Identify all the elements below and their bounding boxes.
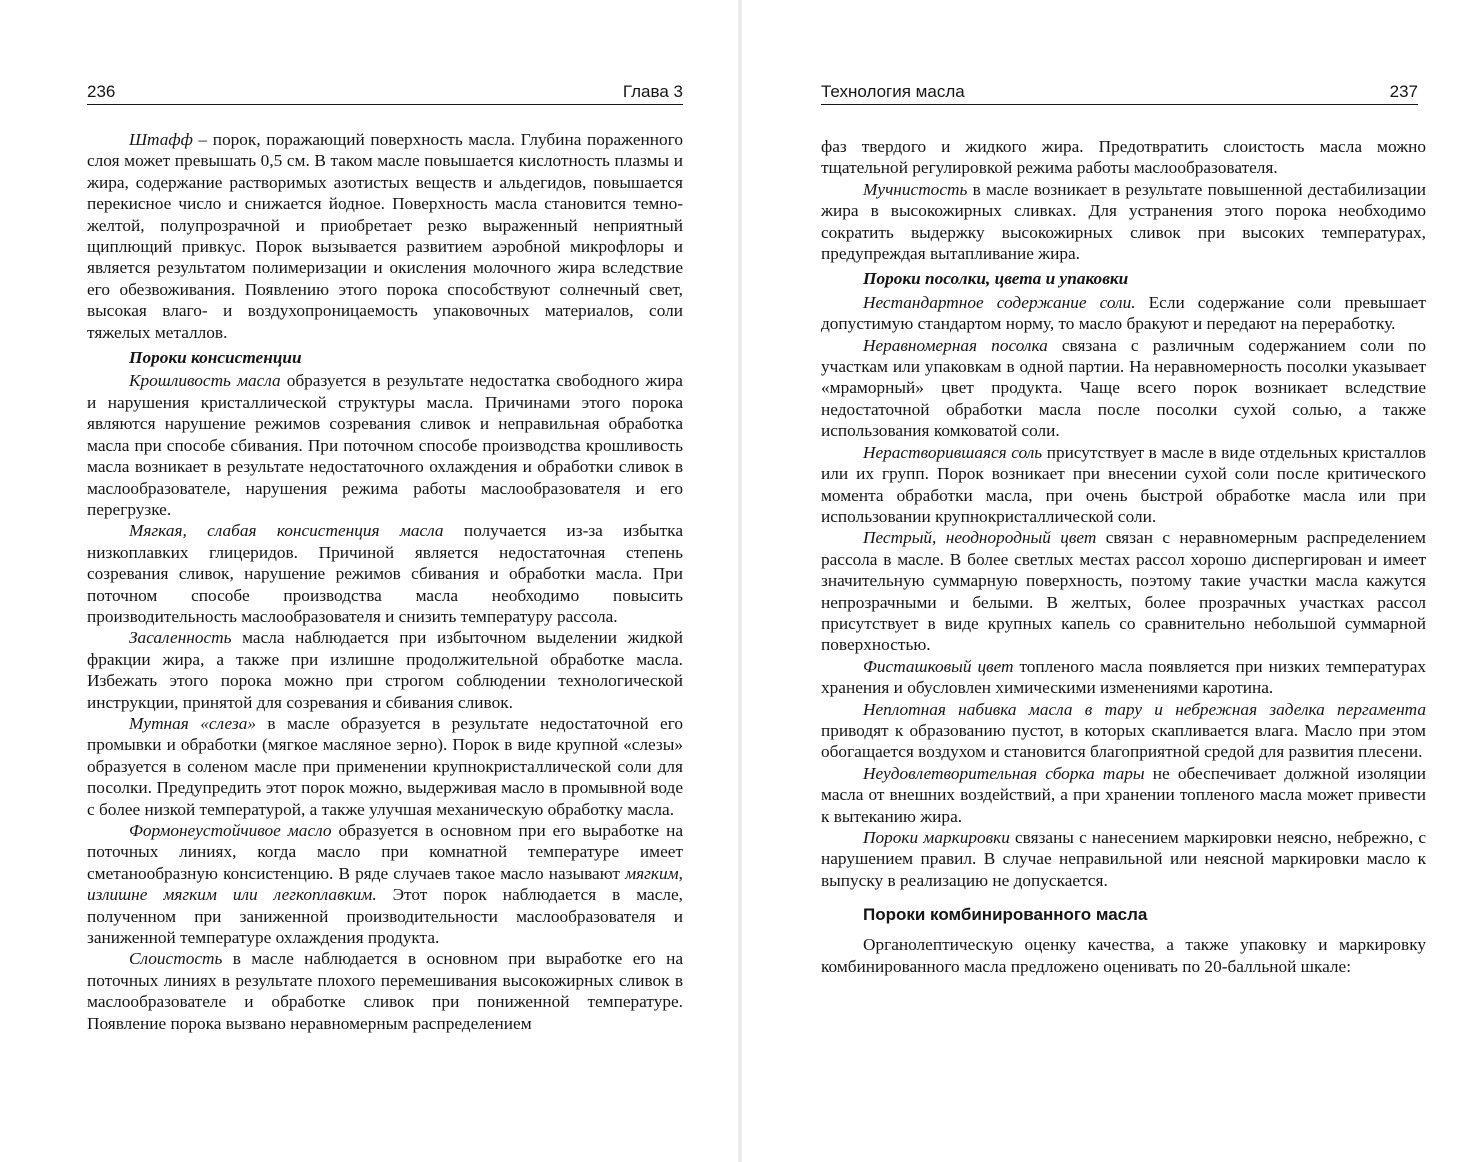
paragraph-text: связаны с нанесением маркировки неясно, небрежно, с нарушением правил. В случае неправильной или неясной маркировки масло к выпуску в реализацию не допускается. [821, 828, 1426, 890]
paragraph-mutnaya-sleza [87, 713, 683, 820]
paragraph-text: Этот порок наблюдается в масле, полученном при заниженной производительности маслообразователя и заниженной температуре охлаждения продукта. [87, 885, 683, 948]
right-page [740, 0, 1480, 1162]
paragraph-shtaff [87, 129, 683, 343]
paragraph-nestandartnoe [821, 292, 1426, 335]
paragraph-neravnomernaya [821, 335, 1426, 442]
paragraph-text: в масле образуется в результате недостаточной его промывки и обработки (мягкое масляное зерно). Порок в виде крупной «слезы» образуется в соленом масле при применении крупнокристаллической соли для посолки. Предупредить этот порок можно, выдерживая масло в промывной воде с более низкой температурой, а также улучшая механическую обработку масла. [87, 713, 683, 819]
paragraph-muchnistost [821, 179, 1426, 265]
paragraph-myagkaya [87, 520, 683, 627]
paragraph-text: присутствует в масле в виде отдельных кристаллов или их групп. Порок возникает при внесении сухой соли после критического момента обработки масла, при очень быстрой обработке масла или при использовании крупнокристаллической соли. [821, 442, 1426, 526]
paragraph-formoneustoichivoe [87, 820, 683, 948]
emphasis: мягким, излишне мягким или легкоплавким. [87, 863, 683, 905]
page-number: 236 [87, 82, 116, 101]
term: Нестандартное содержание соли. [863, 292, 1136, 312]
right-page-body [821, 136, 1426, 977]
term: Мучнистость [863, 179, 968, 199]
paragraph-text: не обеспечивает должной изоляции масла от внешних воздействий, а при хранении топленого масла может привести к вытеканию жира. [821, 763, 1426, 826]
subheading-consistency: Пороки консистенции [129, 348, 302, 368]
term: Мягкая, слабая консистенция масла [129, 521, 444, 541]
subheading-salting: Пороки посолки, цвета и упаковки [863, 269, 1129, 289]
left-page-header [87, 78, 683, 104]
paragraph-text: образуется в результате недостатка свободного жира и нарушения кристаллической структуры масла. Причинами этого порока являются нарушение режимов созревания сливок и неправильная обработка масла при способе сбивания. При поточном способе производства крошливость масла возникает в результате недостаточного охлаждения и обработки сливок в маслообразователе, нарушения режима работы маслообразователя и его перегрузке. [87, 371, 683, 519]
paragraph-text: связана с различным содержанием соли по участкам или упаковкам в одной партии. На неравномерность посолки указывает «мраморный» цвет продукта. Чаще всего порок возникает вследствие недостаточной обработки масла после посолки сухой солью, а также использования комковатой соли. [821, 335, 1426, 441]
header-rule [821, 104, 1418, 105]
term: Неплотная набивка масла в тару и небрежная заделка пергамента [863, 699, 1426, 719]
paragraph-text: Если содержание соли превышает допустимую стандартом норму, то масло бракуют и передают на переработку. [821, 292, 1426, 334]
term: Нерастворившаяся соль [863, 442, 1043, 462]
paragraph-text: образуется в основном при его выработке на поточных линиях, когда масло при комнатной температуре имеет сметанообразную консистенцию. В ряде случаев такое масло называют [87, 821, 683, 883]
page-number: 237 [1389, 82, 1418, 101]
paragraph-text: приводят к образованию пустот, в которых скапливается влага. Масло при этом обогащается воздухом и становится благоприятной средой для развития плесени. [821, 720, 1426, 762]
section-heading: Пороки комбинированного масла [863, 905, 1148, 925]
term: Неудовлетворительная сборка тары [863, 763, 1145, 783]
paragraph-text: получается из-за избытка низкоплавких глицеридов. Причиной является недостаточная степень созревания сливок, нарушение режимов сбивания и обработки масла. При поточном способе производства масла необходимо повысить производительность маслообразователя и снизить температуру рассола. [87, 521, 683, 626]
paragraph-text: связан с неравномерным распределением рассола в масле. В более светлых местах рассол хорошо диспергирован и имеет значительную суммарную поверхность, поэтому такие участки масла кажутся непрозрачными и белыми. В желтых, более прозрачных участках рассол присутствует в виде крупных капель со сравнительно небольшой суммарной поверхностью. [821, 528, 1426, 655]
term: Пестрый, неоднородный цвет [863, 528, 1097, 548]
paragraph-text: – порок, поражающий поверхность масла. Глубина пораженного слоя может превышать 0,5 см. В таком масле повышается кислотность плазмы и жира, содержание растворимых азотистых веществ и альдегидов, повышается перекисное число и снижается йодное. Поверхность масла становится темно-желтой, полупрозрачной и приобретает резко выраженный неприятный щиплющий привкус. Порок вызывается развитием аэробной микрофлоры и является результатом полимеризации и окисления молочного жира вследствие его обезвоживания. Появлению этого порока способствуют солнечный свет, высокая влаго- и воздухопроницаемость упаковочных материалов, соли тяжелых металлов. [87, 130, 683, 342]
paragraph-sloistost [87, 948, 683, 1034]
paragraph-poroki-markirovki [821, 827, 1426, 891]
paragraph-text: топленого масла появляется при низких температурах хранения и обусловлен химическими изменениями каротина. [821, 656, 1426, 698]
paragraph-pestryi [821, 527, 1426, 655]
term: Слоистость [129, 949, 223, 969]
paragraph-zasalennost [87, 627, 683, 713]
term: Фисташковый цвет [863, 656, 1014, 676]
paragraph-fistashkovyi [821, 656, 1426, 699]
paragraph-text: в масле возникает в результате повышенной дестабилизации жира в высокожирных сливках. Для устранения этого порока необходимо сократить выдержку высокожирных сливок при высоких температурах, предупреждая вытапливание жира. [821, 179, 1426, 264]
running-head: Глава 3 [622, 82, 683, 101]
term: Неравномерная посолка [863, 335, 1048, 355]
left-page-body [87, 129, 683, 1034]
term: Засаленность [129, 628, 232, 648]
term: Крошливость масла [129, 371, 281, 391]
term: Формонеустойчивое масло [129, 821, 332, 840]
right-page-header [821, 78, 1418, 104]
paragraph-organolepticheskaya: Органолептическую оценку качества, а также упаковку и маркировку комбинированного масла предложено оценивать по 20-балльной шкале: [821, 935, 1426, 976]
term: Мутная «слеза» [129, 713, 256, 733]
paragraph-kroshlivost [87, 370, 683, 520]
paragraph-neudovletvoritelnaya [821, 763, 1426, 827]
term: Пороки маркировки [863, 828, 1010, 847]
paragraph-continued: фаз твердого и жидкого жира. Предотвратить слоистость масла можно тщательной регулировкой режима работы маслообразователя. [821, 137, 1426, 178]
header-rule [87, 104, 683, 105]
running-head: Технология масла [821, 82, 965, 101]
paragraph-nerastvorivshayasya [821, 442, 1426, 528]
paragraph-text: в масле наблюдается в основном при выработке его на поточных линиях в результате плохого перемешивания высокожирных сливок в маслообразователе и обработке сливок при пониженной температуре. Появление порока вызвано неравномерным распределением [87, 949, 683, 1033]
paragraph-neplotnaya [821, 699, 1426, 763]
term: Штафф [129, 130, 193, 149]
paragraph-text: масла наблюдается при избыточном выделении жидкой фракции жира, а также при излишне продолжительной обработке масла. Избежать этого порока можно при строгом соблюдении технологической инструкции, принятой для созревания и сбивания сливок. [87, 628, 683, 712]
